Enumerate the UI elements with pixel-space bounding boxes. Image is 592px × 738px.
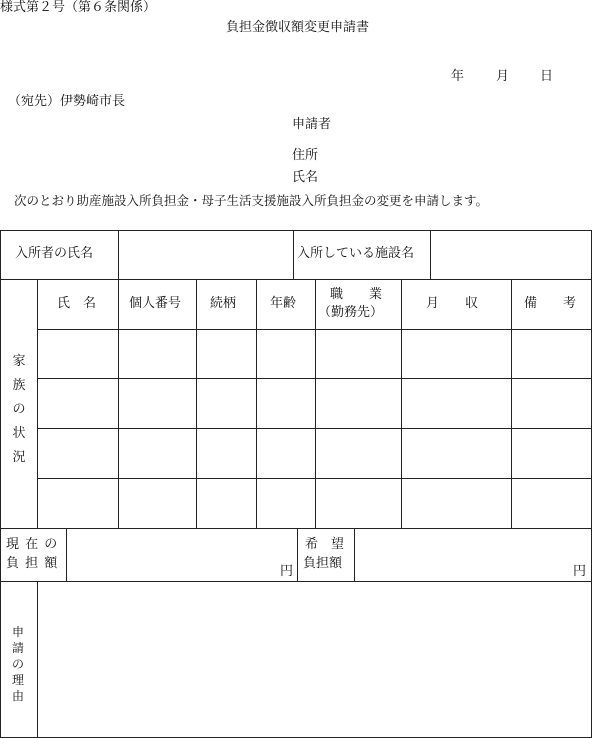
- table-row[interactable]: [38, 429, 591, 478]
- yen-unit-2: 円: [573, 564, 587, 579]
- form-number: 様式第２号（第６条関係）: [0, 0, 157, 15]
- column-header-occupation: 職 業: [330, 287, 383, 302]
- column-header-individual-number: 個人番号: [129, 296, 182, 311]
- reason-field[interactable]: [38, 582, 591, 737]
- date-year-label: 年: [451, 69, 465, 84]
- column-header-relation: 続柄: [210, 296, 237, 311]
- table-line: [0, 279, 592, 280]
- date-day-label: 日: [540, 69, 554, 84]
- facility-name-field[interactable]: [431, 231, 591, 279]
- table-row[interactable]: [38, 330, 591, 378]
- column-header-age: 年齢: [270, 296, 297, 311]
- statement: 次のとおり助産施設入所負担金・母子生活支援施設入所負担金の変更を申請します。: [14, 193, 489, 208]
- column-header-name: 氏 名: [57, 296, 97, 311]
- desired-burden-label: 希 望: [305, 537, 345, 552]
- resident-name-label: 入所者の氏名: [15, 246, 94, 261]
- desired-burden-label-2: 負担額: [303, 556, 343, 571]
- table-line: [0, 230, 1, 738]
- reason-label: 申請の理由: [11, 625, 24, 703]
- facility-label: 入所している施設名: [297, 246, 415, 261]
- current-burden-label-2: 負 担 額: [6, 556, 59, 571]
- column-header-income: 月 収: [426, 296, 479, 311]
- yen-unit: 円: [280, 564, 294, 579]
- table-row[interactable]: [38, 379, 591, 428]
- column-header-occupation-sub: （勤務先）: [318, 305, 384, 320]
- form-title: 負担金徴収額変更申請書: [226, 20, 370, 35]
- date-month-label: 月: [496, 69, 510, 84]
- table-row[interactable]: [38, 479, 591, 528]
- table-line: [293, 230, 294, 279]
- column-header-remarks: 備 考: [524, 296, 577, 311]
- desired-burden-field[interactable]: [355, 529, 591, 581]
- table-line: [297, 528, 298, 581]
- address-label: 住所: [292, 148, 319, 163]
- addressee: （宛先）伊勢崎市長: [8, 94, 126, 109]
- family-section-label: 家族の状況: [12, 354, 26, 465]
- applicant-label: 申請者: [292, 117, 332, 132]
- name-label: 氏名: [292, 170, 319, 185]
- current-burden-label: 現 在 の: [6, 537, 59, 552]
- resident-name-field[interactable]: [119, 231, 293, 279]
- current-burden-field[interactable]: [67, 529, 297, 581]
